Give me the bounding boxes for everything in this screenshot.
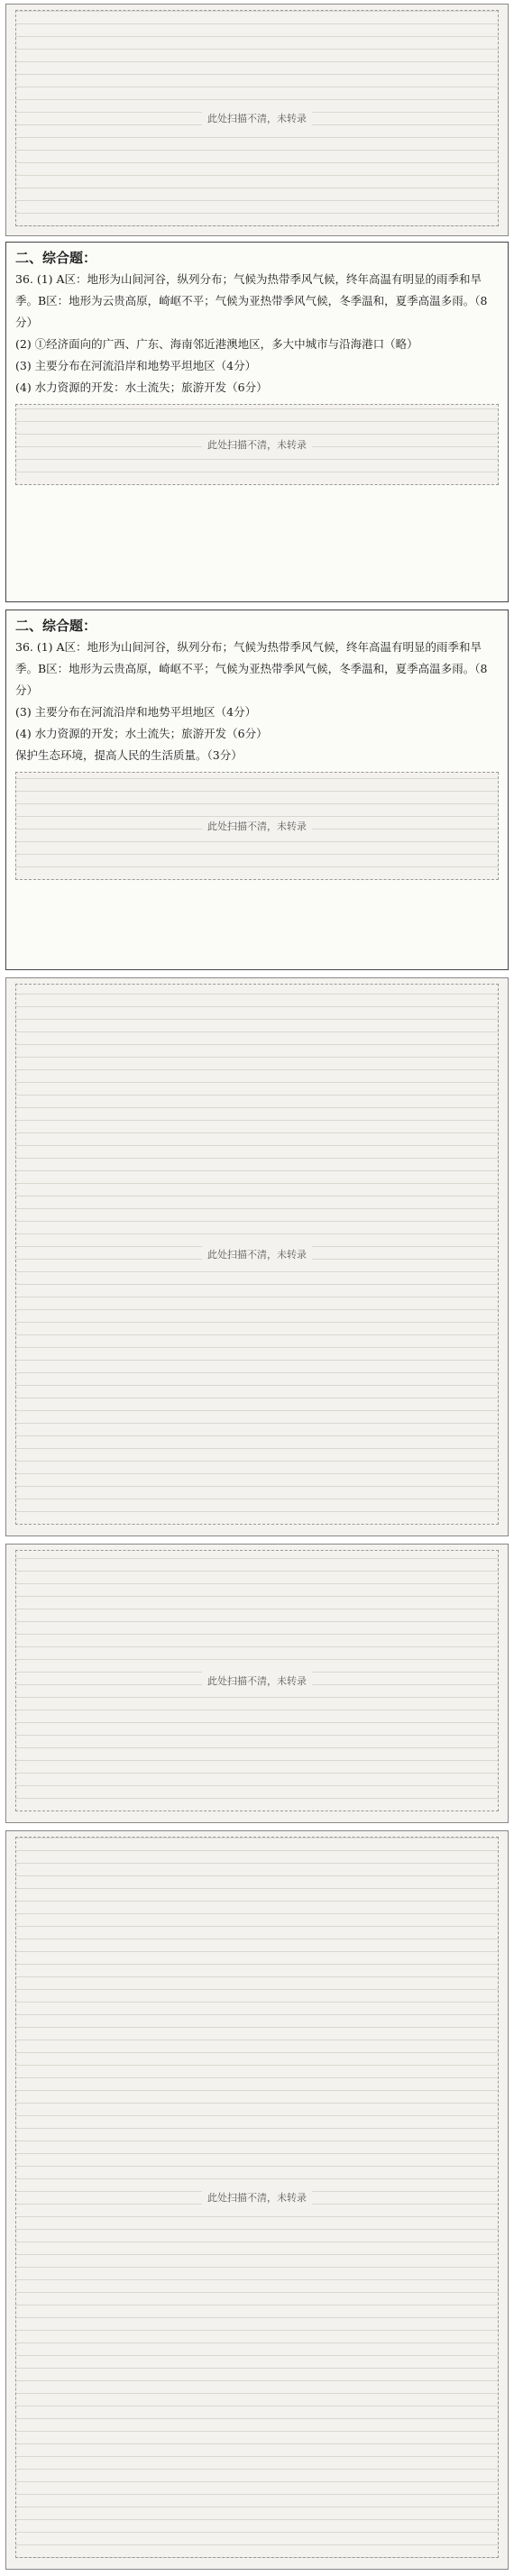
unreadable-region: 此处扫描不清，未转录 — [15, 772, 499, 880]
answer-line: (3) 主要分布在河流沿岸和地势平坦地区（4分） — [15, 705, 257, 719]
section-title: 二、综合题： — [15, 618, 97, 634]
answer-line: (4) 水力资源的开发；水土流失；旅游开发（6分） — [15, 727, 268, 740]
answer-line: (4) 水力资源的开发：水土流失；旅游开发（6分） — [15, 380, 268, 394]
question-panel — [5, 1830, 509, 2570]
answer-line: 36. (1) A区：地形为山间河谷，纵列分布；气候为热带季风气候，终年高温有明显的雨季和旱季。B区：地形为云贵高原，崎岖不平；气候为亚热带季风气候，冬季温和，夏季高温多雨。（8分） — [15, 640, 488, 697]
section-title: 二、综合题： — [15, 250, 97, 266]
unreadable-region: 此处扫描不清，未转录 — [15, 984, 499, 1525]
answer-line: 36. (1) A区：地形为山间河谷，纵列分布；气候为热带季风气候，终年高温有明显的雨季和旱季。B区：地形为云贵高原，崎岖不平；气候为亚热带季风气候，冬季温和，夏季高温多雨。（8分） — [15, 272, 488, 329]
unreadable-region: 此处扫描不清，未转录 — [15, 404, 499, 485]
question-panel — [5, 977, 509, 1536]
answer-text — [15, 269, 499, 399]
answer-line: 保护生态环境，提高人民的生活质量。（3分） — [15, 748, 243, 762]
question-panel-top — [5, 4, 509, 236]
unreadable-region: 此处扫描不清，未转录 — [15, 1837, 499, 2558]
unreadable-region: 此处扫描不清，未转录 — [15, 1550, 499, 1811]
answer-line: (2) ①经济面向的广西、广东、海南邻近港澳地区，多大中城市与沿海港口（略） — [15, 337, 418, 351]
answer-section — [5, 242, 509, 602]
answer-section — [5, 610, 509, 970]
unreadable-region: 此处扫描不清，未转录 — [15, 10, 499, 226]
question-panel — [5, 1544, 509, 1823]
answer-text — [15, 637, 499, 766]
answer-line: (3) 主要分布在河流沿岸和地势平坦地区（4分） — [15, 359, 257, 372]
